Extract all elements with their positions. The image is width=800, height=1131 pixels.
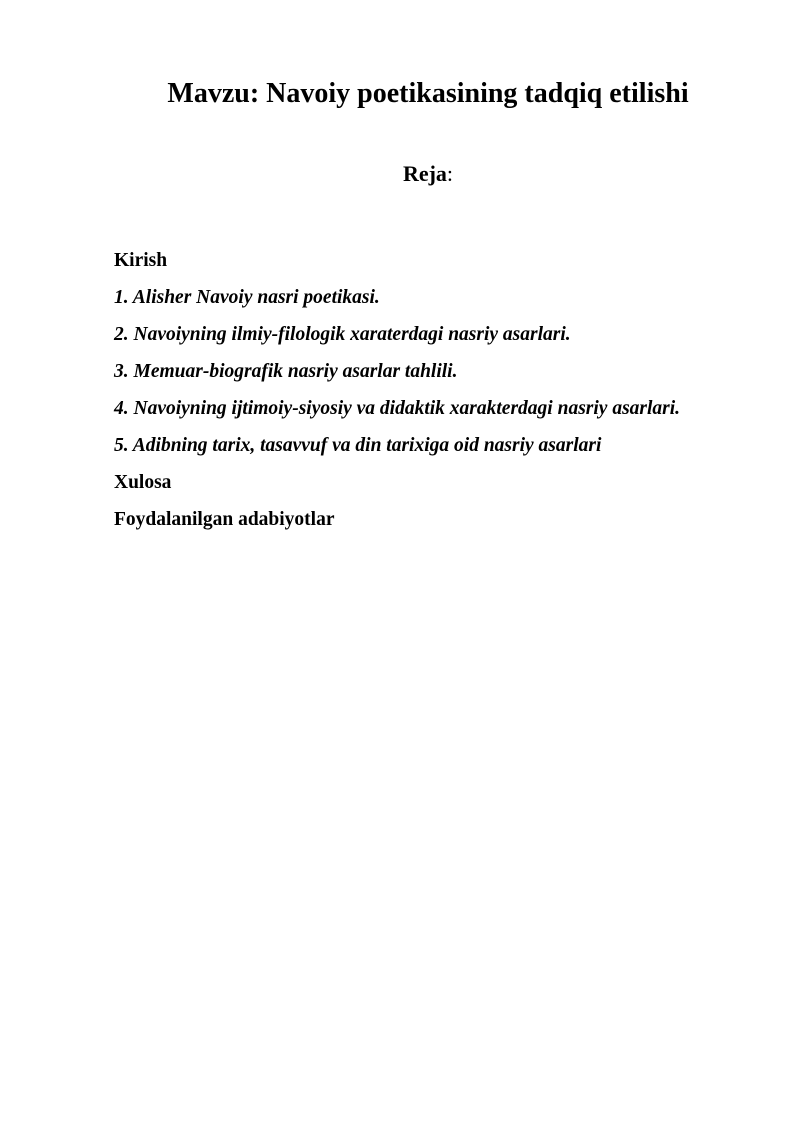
plan-list [114, 242, 774, 538]
plan-item-2: 2. Navoiyning ilmiy-filologik xaraterdagi nasriy asarlari. [114, 324, 571, 345]
plan-item-3: 3. Memuar-biografik nasriy asarlar tahlili. [114, 361, 458, 382]
plan-item-1: 1. Alisher Navoiy nasri poetikasi. [114, 287, 380, 308]
plan-item-introduction: Kirish [114, 250, 168, 271]
plan-heading [0, 160, 800, 188]
plan-heading-colon: : [446, 161, 454, 186]
plan-item-conclusion: Xulosa [114, 472, 172, 493]
plan-item-references: Foydalanilgan adabiyotlar [114, 509, 335, 530]
plan-heading-label: Reja [402, 161, 447, 186]
plan-item-4: 4. Navoiyning ijtimoiy-siyosiy va didaktik xarakterdagi nasriy asarlari. [114, 398, 681, 419]
plan-item-5: 5. Adibning tarix, tasavvuf va din tarixiga oid nasriy asarlari [114, 435, 602, 456]
document-title: Mavzu: Navoiy poetikasining tadqiq etilishi [167, 78, 689, 109]
